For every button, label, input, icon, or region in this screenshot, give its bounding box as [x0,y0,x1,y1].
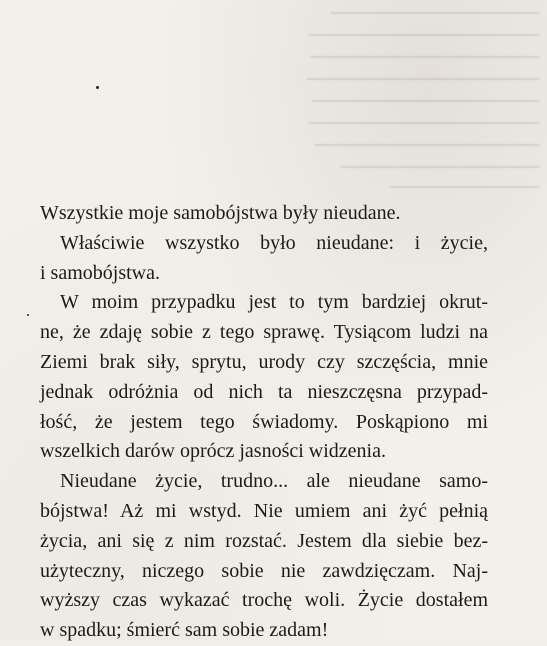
text-line: w spadku; śmierć sam sobie zadam! [40,619,329,642]
text-line: łość, że jestem tego świadomy. Poskąpiono mi [40,410,488,433]
text-line: i samobójstwa. [40,261,160,284]
body-text [40,199,488,646]
text-line: Nieudane życie, trudno... ale nieudane samo- [60,470,488,493]
text-line: Właściwie wszystko było nieudane: i życie, [60,231,488,254]
ink-speck [27,314,29,316]
text-line: Wszystkie moje samobójstwa były nieudane. [40,202,401,224]
text-line: wyższy czas wykazać trochę woli. Życie dostałem [40,589,488,612]
ink-speck [96,86,99,89]
text-line: ne, że zdaję sobie z tego sprawę. Tysiącom ludzi na [40,321,488,344]
text-line: użyteczny, niczego sobie nie zawdzięczam. Naj- [40,559,488,582]
text-line: wszelkich darów oprócz jasności widzenia. [40,440,386,463]
show-through-text [300,0,547,200]
text-line: życia, ani się z nim rozstać. Jestem dla siebie bez- [40,529,488,552]
text-line: Ziemi brak siły, sprytu, urody czy szczęścia, mnie [40,350,488,373]
text-line: jednak odróżnia od nich ta nieszczęsna przypad- [40,380,488,403]
text-line: bójstwa! Aż mi wstyd. Nie umiem ani żyć pełnią [40,499,488,522]
text-line: W moim przypadku jest to tym bardziej okrut- [60,291,488,314]
